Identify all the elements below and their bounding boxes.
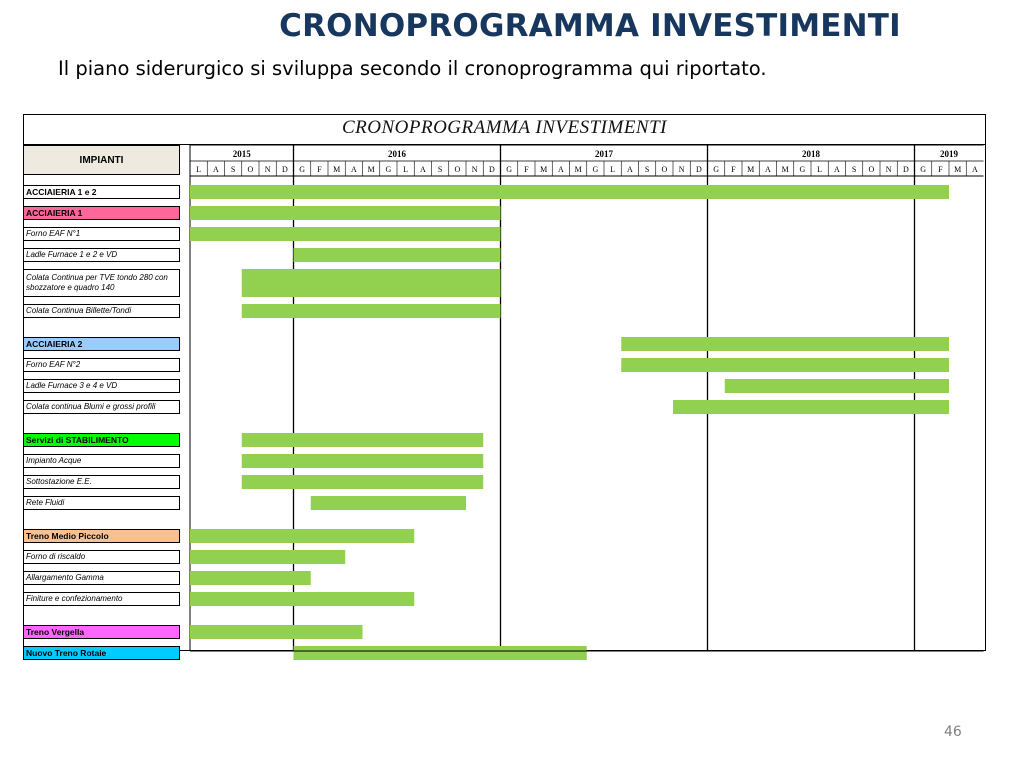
month-label: O	[454, 165, 461, 174]
month-label: A	[419, 165, 426, 174]
month-label: N	[471, 165, 478, 174]
month-label: G	[799, 165, 806, 174]
month-label: M	[540, 165, 548, 174]
gantt-bar	[242, 475, 484, 489]
month-label: G	[299, 165, 306, 174]
task-label: Sottostazione E.E.	[23, 475, 180, 489]
task-label: Allargamento Gamma	[23, 571, 180, 585]
year-label: 2019	[940, 149, 958, 159]
task-label: Forno EAF N°2	[23, 358, 180, 372]
year-label: 2018	[802, 149, 820, 159]
month-label: F	[317, 165, 322, 174]
month-label: M	[333, 165, 341, 174]
gantt-bar	[294, 646, 587, 660]
slide-title: CRONOPROGRAMMA INVESTIMENTI	[279, 8, 901, 44]
month-label: M	[574, 165, 582, 174]
month-label: O	[661, 165, 668, 174]
task-label: Finiture e confezionamento	[23, 592, 180, 606]
month-label: L	[403, 165, 409, 174]
task-label: Rete Fluidi	[23, 496, 180, 510]
month-label: S	[230, 165, 236, 174]
gantt-bar	[190, 571, 311, 585]
gantt-bar	[190, 550, 345, 564]
month-label: N	[885, 165, 892, 174]
month-label: S	[644, 165, 650, 174]
gantt-bar	[242, 433, 484, 447]
month-label: M	[954, 165, 962, 174]
section-label: Treno Vergella	[23, 625, 180, 639]
month-label: M	[367, 165, 375, 174]
month-label: G	[713, 165, 720, 174]
month-label: L	[196, 165, 202, 174]
year-label: 2015	[232, 149, 251, 159]
month-label: L	[817, 165, 823, 174]
task-label: Ladle Furnace 3 e 4 e VD	[23, 379, 180, 393]
gantt-bar	[673, 400, 949, 414]
page-number: 46	[944, 724, 962, 740]
gantt-bar	[621, 337, 949, 351]
month-label: A	[626, 165, 633, 174]
month-label: A	[764, 165, 771, 174]
section-label: ACCIAIERIA 1	[23, 206, 180, 220]
month-label: L	[610, 165, 616, 174]
month-label: A	[350, 165, 357, 174]
gantt-bar	[190, 625, 363, 639]
gantt-bar	[621, 358, 949, 372]
task-label: Colata Continua Billette/Tondi	[23, 304, 180, 318]
month-label: N	[678, 165, 685, 174]
month-label: M	[781, 165, 789, 174]
section-label: Servizi di STABILIMENTO	[23, 433, 180, 447]
gantt-bar	[725, 379, 949, 393]
month-label: F	[938, 165, 943, 174]
impianti-header: IMPIANTI	[23, 145, 180, 175]
gantt-bar	[190, 206, 501, 220]
section-label: ACCIAIERIA 1 e 2	[23, 185, 180, 199]
section-label: ACCIAIERIA 2	[23, 337, 180, 351]
month-label: O	[868, 165, 875, 174]
task-label: Ladle Furnace 1 e 2 e VD	[23, 248, 180, 262]
month-label: G	[920, 165, 927, 174]
month-label: N	[264, 165, 271, 174]
month-label: D	[902, 165, 909, 174]
gantt-bar	[294, 248, 501, 262]
task-label: Colata continua Blumi e grossi profili	[23, 400, 180, 414]
gantt-bar	[190, 185, 949, 199]
slide-subtitle: Il piano siderurgico si sviluppa secondo il cronoprogramma qui riportato.	[58, 57, 767, 80]
month-label: A	[557, 165, 564, 174]
month-label: G	[385, 165, 392, 174]
year-label: 2016	[388, 149, 406, 159]
gantt-title: CRONOPROGRAMMA INVESTIMENTI	[341, 117, 668, 138]
year-label: 2017	[595, 149, 613, 159]
month-label: A	[833, 165, 840, 174]
month-label: G	[592, 165, 599, 174]
month-label: O	[247, 165, 254, 174]
gantt-bar	[190, 529, 414, 543]
month-label: S	[851, 165, 857, 174]
task-label: Forno di riscaldo	[23, 550, 180, 564]
gantt-bar	[242, 304, 501, 318]
gantt-bar	[242, 454, 484, 468]
month-label: A	[971, 165, 978, 174]
task-label: Colata Continua per TVE tondo 280 con sbozzatore e quadro 140	[23, 269, 180, 297]
gantt-bar	[190, 227, 501, 241]
month-label: G	[506, 165, 513, 174]
month-label: D	[281, 165, 288, 174]
month-label: S	[437, 165, 443, 174]
gantt-bar	[311, 496, 466, 510]
gantt-bar	[190, 592, 414, 606]
section-label: Nuovo Treno Rotaie	[23, 646, 180, 660]
month-label: D	[488, 165, 495, 174]
month-label: F	[524, 165, 529, 174]
month-label: F	[731, 165, 736, 174]
month-label: M	[747, 165, 755, 174]
section-label: Treno Medio Piccolo	[23, 529, 180, 543]
task-label: Forno EAF N°1	[23, 227, 180, 241]
month-label: A	[212, 165, 219, 174]
task-label: Impianto Acque	[23, 454, 180, 468]
month-label: D	[695, 165, 702, 174]
gantt-bar	[242, 269, 501, 297]
